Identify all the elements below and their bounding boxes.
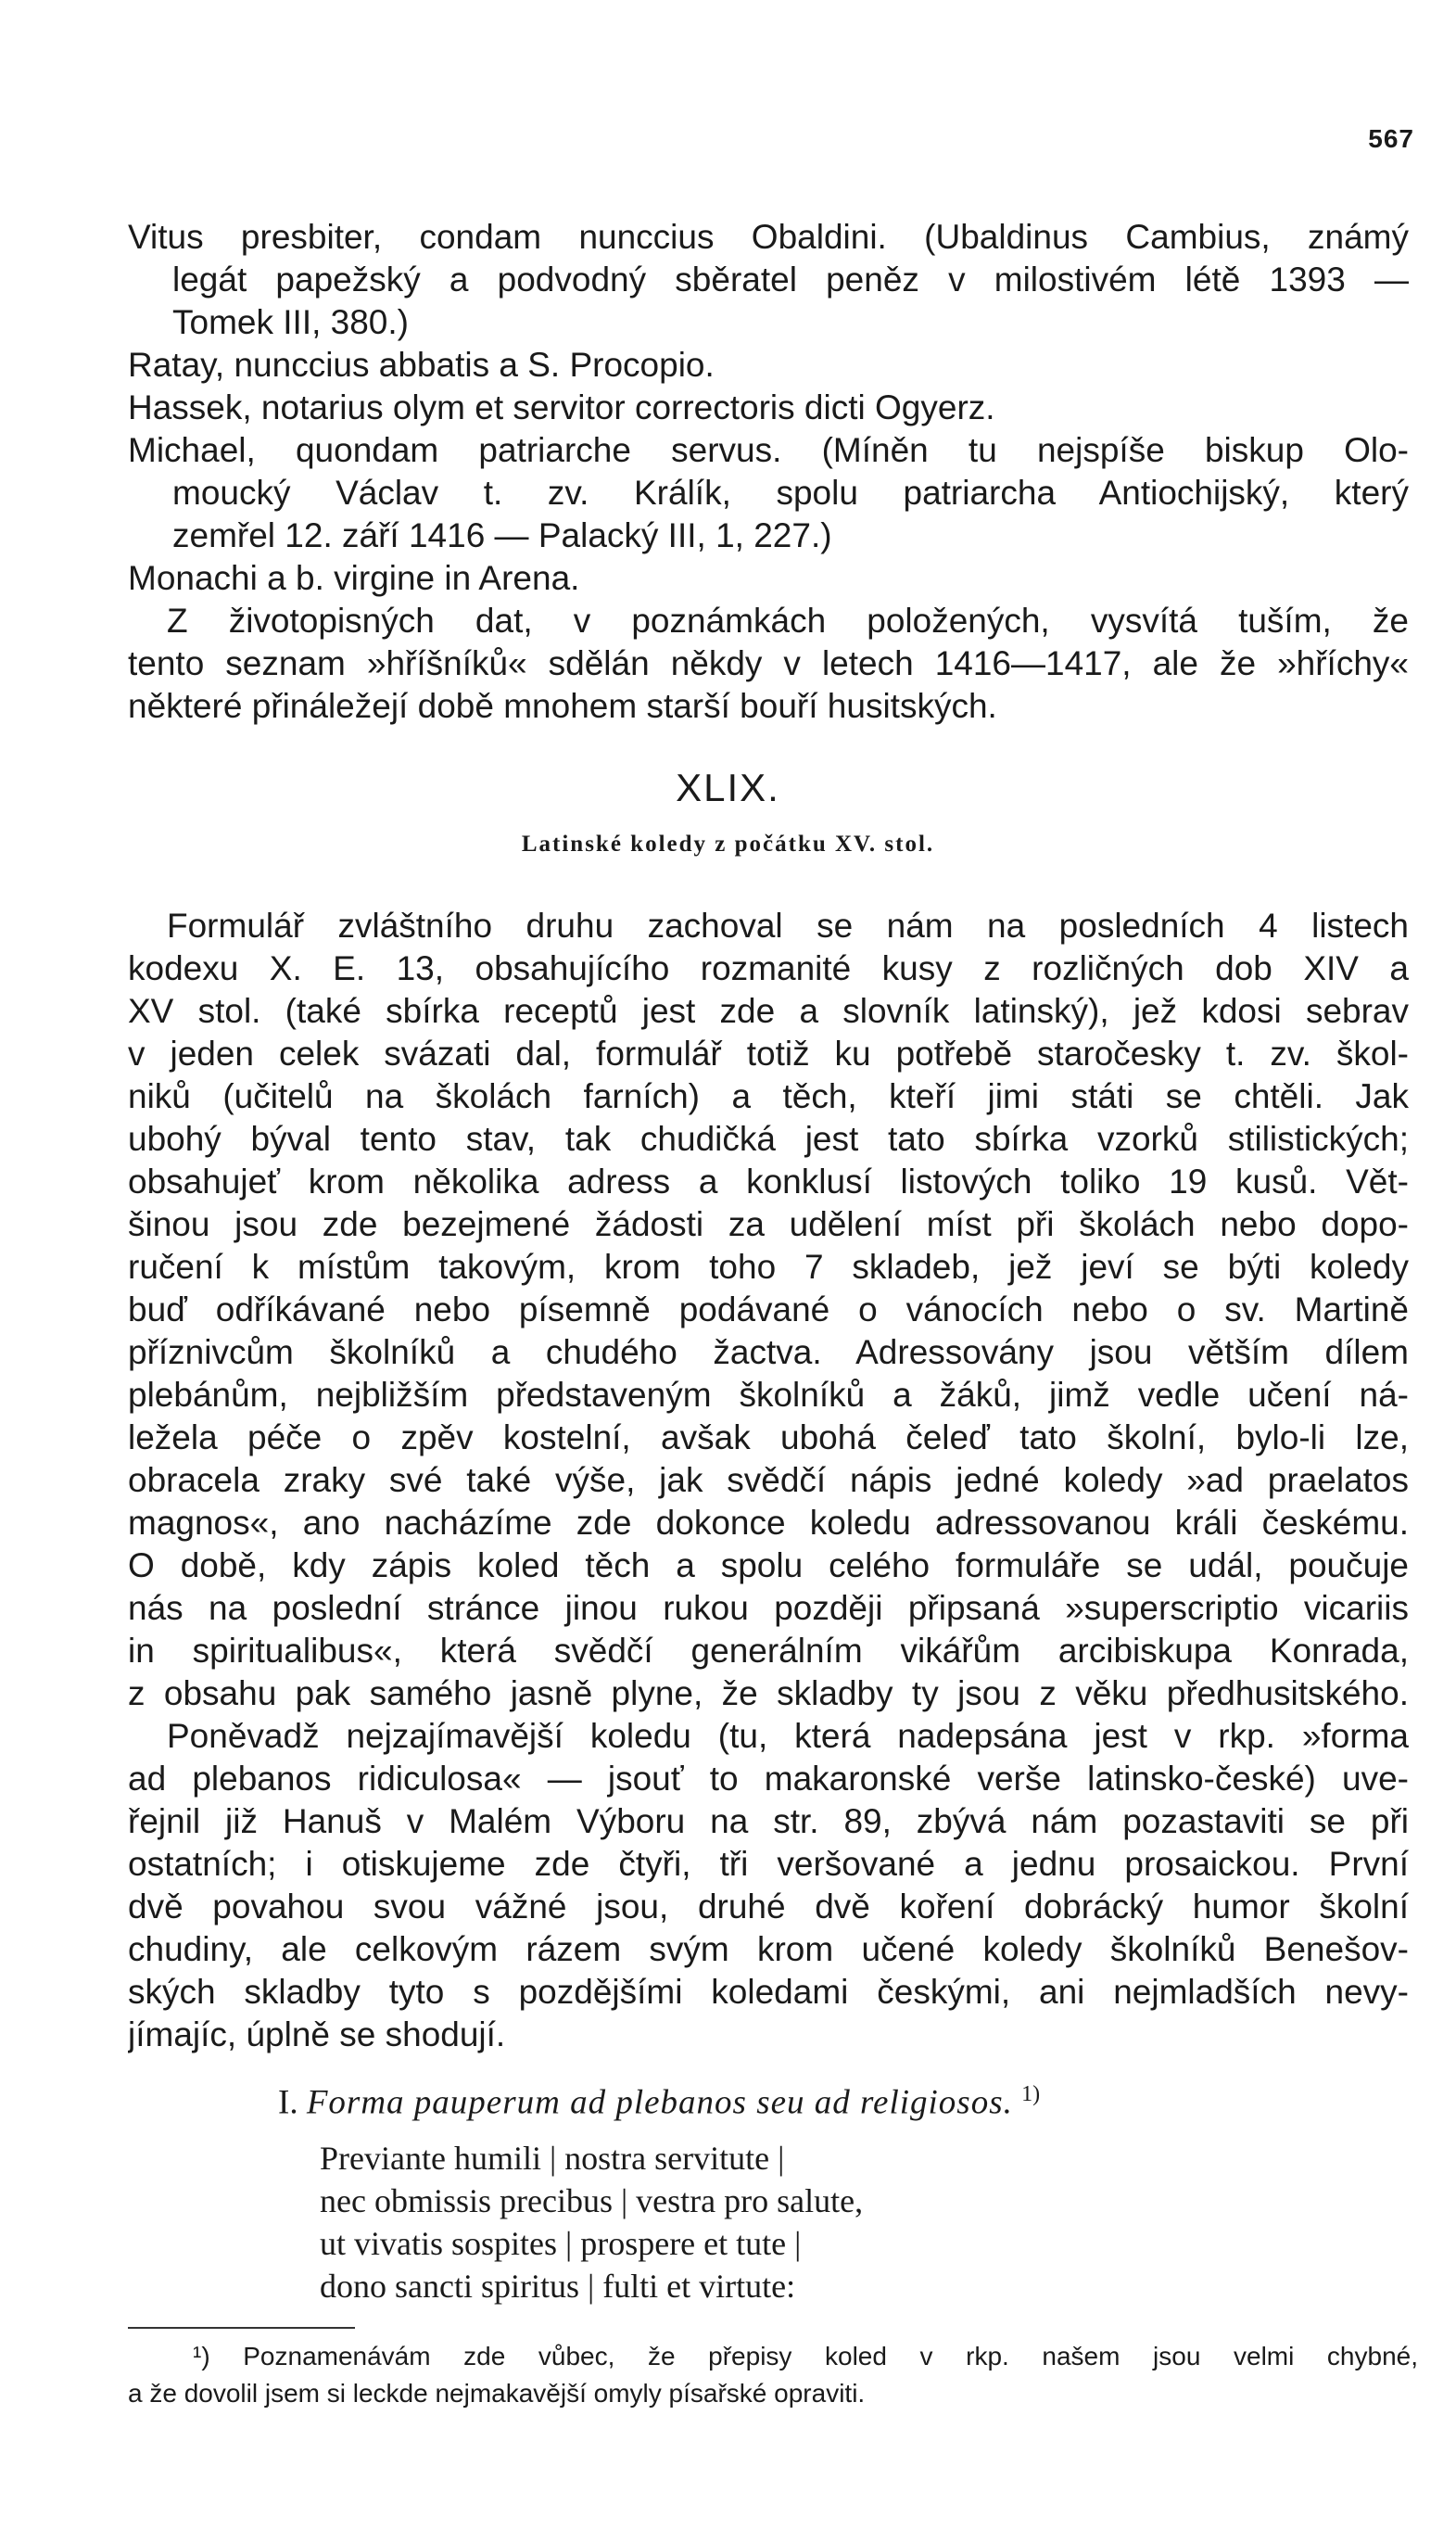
text-line: zemřel 12. září 1416 — Palacký III, 1, 227.)	[172, 516, 832, 554]
text-line: magnos«, ano nacházíme zde dokonce koledu adressovanou králi českému.	[128, 1504, 1409, 1542]
footnote-line	[128, 2338, 1418, 2375]
text-line: Tomek III, 380.)	[172, 303, 409, 341]
text-line: buď odříkávané nebo písemně podávané o vánocích nebo o sv. Martině	[128, 1290, 1409, 1328]
footnote-line: a že dovolil jsem si leckde nejmakavější omyly písařské opraviti.	[128, 2379, 866, 2408]
text-line: ubohý býval tento stav, tak chudičká jest tato sbírka vzorků stilistických;	[128, 1120, 1409, 1158]
text-line: ručení k místům takovým, krom toho 7 skladeb, jež jeví se býti koledy	[128, 1248, 1409, 1286]
text-line: obracela zraky své také výše, jak svědčí nápis jedné koledy »ad praelatos	[128, 1461, 1409, 1499]
poem-number: I.	[278, 2083, 298, 2122]
text-line: příznivcům školníků a chudého žactva. Adressovány jsou větším dílem	[128, 1333, 1409, 1371]
text-line: Hassek, notarius olym et servitor correctoris dicti Ogyerz.	[128, 388, 995, 426]
text-line: O době, kdy zápis koled těch a spolu celého formuláře se udál, poučuje	[128, 1546, 1409, 1584]
footnote-marker: ¹)	[193, 2342, 210, 2370]
text-line: moucký Václav t. zv. Králík, spolu patriarcha Antiochijský, který	[172, 474, 1409, 512]
poem-line: nec obmissis precibus | vestra pro salute,	[320, 2182, 864, 2219]
text-line: Monachi a b. virgine in Arena.	[128, 559, 580, 597]
poem-title-text: Forma pauperum ad plebanos seu ad religiosos.	[306, 2083, 1013, 2122]
text-line: kodexu X. E. 13, obsahujícího rozmanité kusy z rozličných dob XIV a	[128, 949, 1409, 987]
body-text	[128, 905, 1409, 2056]
text-line: Ratay, nunccius abbatis a S. Procopio.	[128, 346, 715, 384]
text-line: v jeden celek svázati dal, formulář totiž ku potřebě staročesky t. zv. škol-	[128, 1035, 1409, 1073]
text-line: in spiritualibus«, která svědčí generálním vikářům arcibiskupa Konrada,	[128, 1632, 1409, 1670]
text-line: niků (učitelů na školách farních) a těch, kteří jimi státi se chtěli. Jak	[128, 1077, 1409, 1115]
poem-verses	[320, 2137, 1154, 2307]
text-line: Formulář zvláštního druhu zachoval se nám na posledních 4 listech	[167, 907, 1409, 945]
poem-line: dono sancti spiritus | fulti et virtute:	[320, 2268, 796, 2305]
page-number: 567	[1368, 124, 1414, 153]
text-line: z obsahu pak samého jasně plyne, že skladby ty jsou z věku předhusitského.	[128, 1674, 1409, 1712]
text-line: legát papežský a podvodný sběratel peněz v milostivém létě 1393 —	[172, 261, 1409, 299]
text-line: řejnil již Hanuš v Malém Výboru na str. 89, zbývá nám pozastaviti se při	[128, 1802, 1409, 1840]
section-heading: XLIX.	[676, 766, 780, 809]
footnote-text: Poznamenávám zde vůbec, že přepisy koled v rkp. našem jsou velmi chybné,	[243, 2342, 1418, 2370]
text-line: plebánům, nejbližším představeným školníků a žáků, jimž vedle učení ná-	[128, 1376, 1409, 1414]
text-line: tento seznam »hříšníků« sdělán někdy v letech 1416—1417, ale že »hříchy«	[128, 644, 1409, 682]
footnote-reference: 1)	[1021, 2082, 1041, 2106]
text-line: chudiny, ale celkovým rázem svým krom učené koledy školníků Benešov-	[128, 1930, 1409, 1968]
text-line: Vitus presbiter, condam nunccius Obaldini. (Ubaldinus Cambius, známý	[128, 218, 1409, 256]
text-line: některé přináležejí době mnohem starší bouří husitských.	[128, 687, 997, 725]
text-line: ostatních; i otiskujeme zde čtyři, tři veršované a jednu prosaickou. První	[128, 1845, 1409, 1883]
text-line: obsahujeť krom několika adress a konklusí listových toliko 19 kusů. Vět-	[128, 1163, 1409, 1201]
text-line: XV stol. (také sbírka receptů jest zde a slovník latinský), jež kdosi sebrav	[128, 992, 1409, 1030]
text-line: Poněvadž nejzajímavější koledu (tu, která nadepsána jest v rkp. »forma	[167, 1717, 1409, 1755]
text-line: ad plebanos ridiculosa« — jsouť to makaronské verše latinsko-české) uve-	[128, 1760, 1409, 1798]
poem-line: ut vivatis sospites | prospere et tute |	[320, 2225, 802, 2262]
footnote	[128, 2338, 1418, 2412]
section-subheading: Latinské koledy z počátku XV. stol.	[521, 832, 935, 857]
footnote-divider	[128, 2327, 355, 2329]
intro-text	[128, 216, 1409, 728]
text-line: ležela péče o zpěv kostelní, avšak ubohá čeleď tato školní, bylo-li lze,	[128, 1418, 1409, 1456]
text-line: Michael, quondam patriarche servus. (Míněn tu nejspíše biskup Olo-	[128, 431, 1409, 469]
text-line: Z životopisných dat, v poznámkách položených, vysvítá tuším, že	[167, 602, 1409, 640]
poem-line: Previante humili | nostra servitute |	[320, 2140, 785, 2177]
text-line: jímajíc, úplně se shodují.	[128, 2015, 506, 2053]
text-line: šinou jsou zde bezejmené žádosti za udělení míst při školách nebo dopo-	[128, 1205, 1409, 1243]
text-line: nás na poslední stránce jinou rukou později připsaná »superscriptio vicariis	[128, 1589, 1409, 1627]
text-line: ských skladby tyto s pozdějšími koledami českými, ani nejmladších nevy-	[128, 1973, 1409, 2011]
text-line: dvě povahou svou vážné jsou, druhé dvě koření dobrácký humor školní	[128, 1887, 1409, 1926]
poem-title	[278, 2073, 1298, 2124]
